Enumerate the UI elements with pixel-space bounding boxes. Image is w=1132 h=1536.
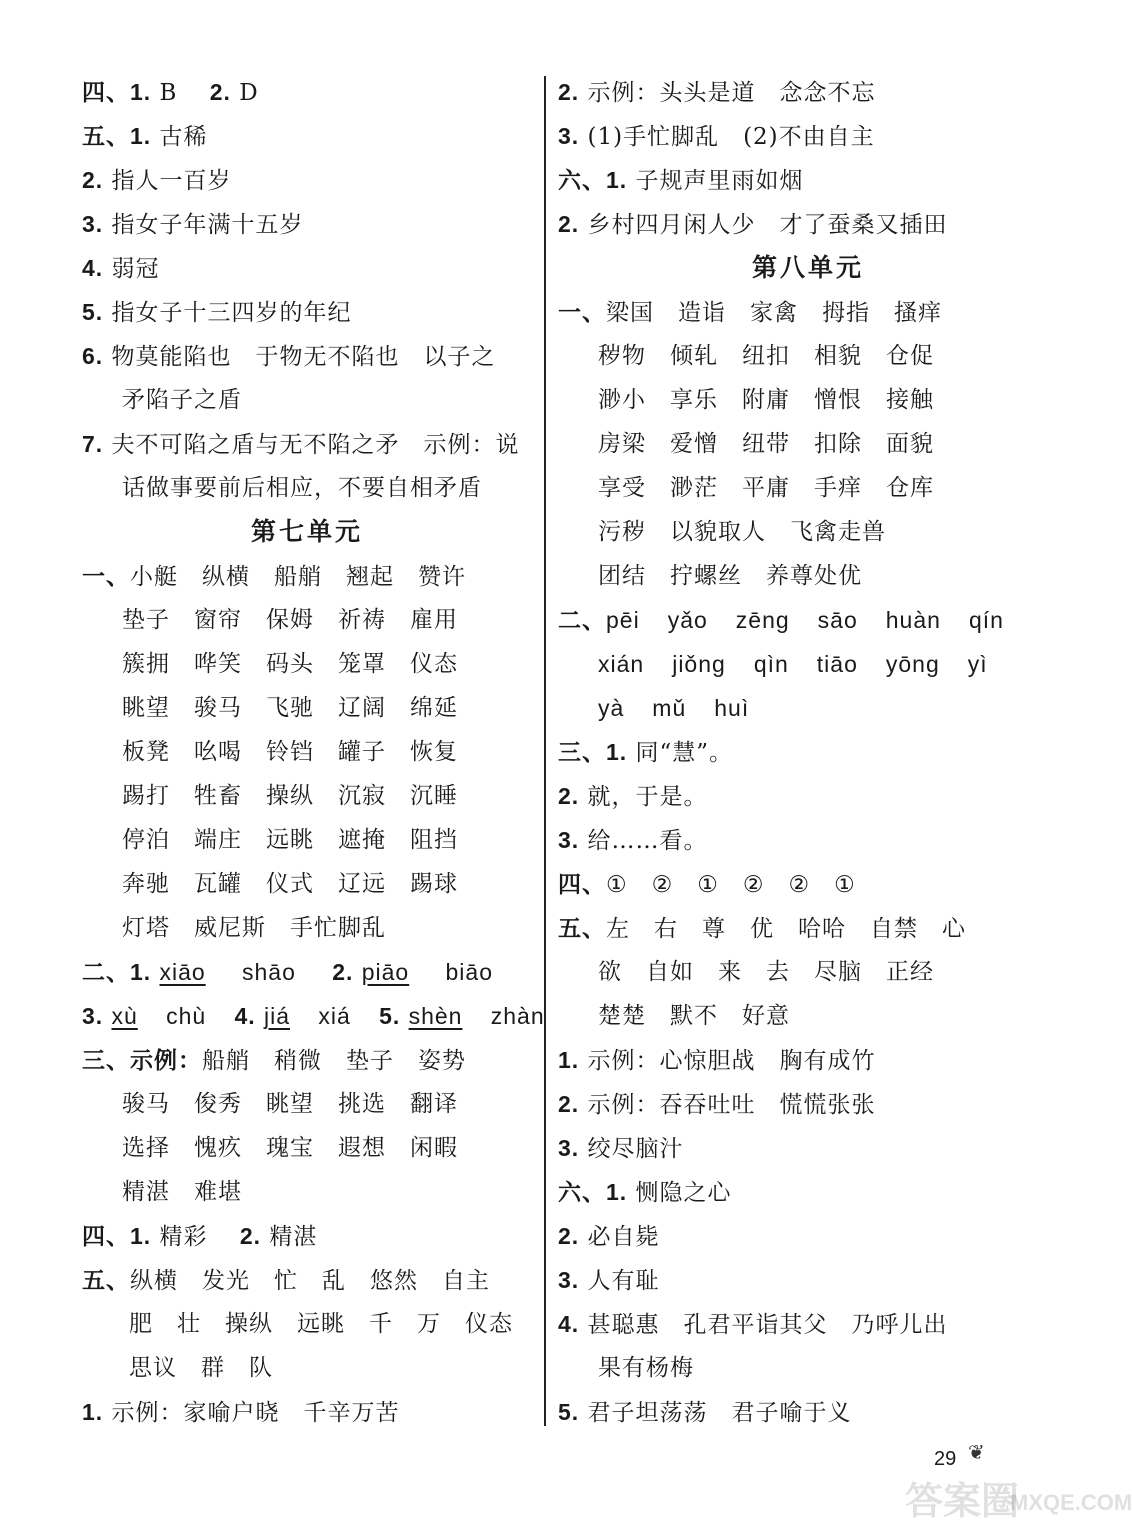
word: 左 [606,916,630,942]
word: 翻译 [410,1091,458,1117]
pinyin: zhàn [490,1003,545,1029]
answer-text: 矛陷子之盾 [122,387,242,413]
word-row [558,950,1058,994]
word: 骏马 [194,695,242,721]
word: 踢球 [410,871,458,897]
choice-answer: ② [651,872,674,898]
item-number: 5. [558,1399,580,1425]
pinyin-line [82,950,532,994]
word: 手忙脚乱 [290,915,386,941]
pinyin: huì [714,695,750,721]
word-row [82,862,532,906]
item-number: 2. [332,959,354,985]
word-row [558,422,1058,466]
item-number: 2. [558,211,580,237]
answer-line-cont [558,1346,1058,1390]
choice-answer: ② [788,872,811,898]
word: 沉寂 [338,783,386,809]
word: 自禁 [870,916,918,942]
word-row [82,906,532,950]
answer-line [558,1170,1058,1214]
choice-answer: ① [834,872,856,898]
word-row [82,1170,532,1214]
word: 以貌取人 [670,519,766,545]
pinyin: shèn [408,1003,463,1029]
word: 吆喝 [194,739,242,765]
pinyin: shāo [242,959,296,985]
answer-line-cont [82,466,532,510]
word: 阻挡 [410,827,458,853]
word: 姿势 [418,1048,466,1074]
unit-8-section-4 [558,862,1058,906]
answer-text: 绞尽脑汁 [587,1136,684,1162]
word-row [82,554,532,598]
word: 保姆 [266,607,314,633]
word: 扣除 [814,431,862,457]
left-column [82,70,545,1434]
word: 辽远 [338,871,386,897]
answer-text: 精湛 [269,1224,318,1250]
word: 牲畜 [194,783,242,809]
word: 楚楚 [598,1003,646,1029]
leaf-icon: ❦ [968,1440,985,1464]
word: 眺望 [266,1091,314,1117]
word: 操纵 [225,1311,273,1337]
answer-line [558,818,1058,862]
word: 辽阔 [338,695,386,721]
word: 奔驰 [122,871,170,897]
unit-7-section-3 [82,1038,532,1214]
item-number: 2. [239,1223,261,1249]
word: 祈祷 [338,607,386,633]
item-number: 4. [82,255,104,281]
item-number: 2. [558,1223,580,1249]
word: 肥 [129,1311,153,1337]
section-label: 四、 [558,871,606,897]
word: 板凳 [122,739,170,765]
choice-answer: ① [606,872,628,898]
answer-line [82,202,532,246]
answer-text: 物莫能陷也 于物无不陷也 以子之 [111,344,496,370]
word-row [82,774,532,818]
word: 群 [201,1355,225,1381]
pinyin: sāo [817,607,858,633]
word: 秽物 [598,343,646,369]
item-number: 四、1. [82,79,152,105]
item-number: 3. [82,211,104,237]
word: 操纵 [266,783,314,809]
word: 遮掩 [338,827,386,853]
answer-line [558,774,1058,818]
word: 仪态 [410,651,458,677]
item-number: 6. [82,343,104,369]
section-label: 一、 [82,563,130,589]
answer-line [558,1302,1058,1346]
section-label: 五、 [558,915,606,941]
answer-text: 君子坦荡荡 君子喻于义 [587,1400,852,1426]
word: 右 [654,916,678,942]
unit-8-section-5 [558,906,1058,1038]
pinyin: biāo [445,959,493,985]
word: 远眺 [266,827,314,853]
pinyin: yì [967,651,988,677]
word-row [558,906,1058,950]
answer-line [558,114,1058,158]
word: 手痒 [814,475,862,501]
item-number: 5. [82,299,104,325]
word: 面貌 [886,431,934,457]
word: 欲 [598,959,622,985]
word: 罐子 [338,739,386,765]
unit-7-heading: 第七单元 [250,517,363,546]
word: 发光 [202,1268,250,1294]
answer-text: 示例：头头是道 念念不忘 [587,80,876,106]
word: 仓库 [886,475,934,501]
word: 眺望 [122,695,170,721]
section-label: 二、 [558,607,606,633]
item-number: 2. [558,1091,580,1117]
item-number: 2. [558,79,580,105]
answer-line [82,114,532,158]
word: 污秽 [598,519,646,545]
pinyin: xián [598,651,645,677]
answer-line [82,158,532,202]
word: 俊秀 [194,1091,242,1117]
word: 哈哈 [798,916,846,942]
word: 壮 [177,1311,201,1337]
choice-answer: ② [742,872,765,898]
word: 挑选 [338,1091,386,1117]
word-row [82,818,532,862]
answer-text: 同“慧”。 [635,740,734,766]
answer-text: D [239,80,259,106]
word: 默不 [670,1003,718,1029]
word: 笼罩 [338,651,386,677]
answer-text: 指人一百岁 [111,168,232,194]
answer-line [558,1214,1058,1258]
answer-text: 子规声里雨如烟 [635,168,804,194]
item-number: 3. [558,827,580,853]
word-row [558,466,1058,510]
pinyin: zēng [735,607,790,633]
item-number: 3. [558,123,580,149]
item-number: 三、1. [558,739,628,765]
word: 远眺 [297,1311,345,1337]
word: 拇指 [822,300,870,326]
word: 接触 [886,387,934,413]
word: 万 [417,1311,441,1337]
word: 尊 [702,916,726,942]
answer-line [558,1082,1058,1126]
word: 哗笑 [194,651,242,677]
pinyin: qín [968,607,1004,633]
answer-text: 就，于是。 [587,784,708,810]
word-row [82,1258,532,1302]
answer-line [558,70,1058,114]
word: 停泊 [122,827,170,853]
answer-text: 夫不可陷之盾与无不陷之矛 示例：说 [111,432,520,458]
word: 来 [718,959,742,985]
item-number: 7. [82,431,104,457]
pinyin: huàn [885,607,941,633]
answer-line [82,1390,532,1434]
word: 纽带 [742,431,790,457]
answer-line [558,1390,1058,1434]
item-number: 3. [558,1267,580,1293]
word: 团结 [598,563,646,589]
word: 翘起 [346,564,394,590]
section-label: 三、示例： [82,1047,202,1073]
word: 愧疚 [194,1135,242,1161]
pinyin: chù [166,1003,207,1029]
answer-line [558,1126,1058,1170]
word: 仓促 [886,343,934,369]
answer-line [558,730,1058,774]
word-row [82,686,532,730]
word: 灯塔 [122,915,170,941]
word-row [82,1082,532,1126]
word: 雇用 [410,607,458,633]
word-row [558,686,1058,730]
word: 尽脑 [814,959,862,985]
word: 自主 [442,1268,490,1294]
word-row [82,1302,532,1346]
word: 仪态 [465,1311,513,1337]
item-number: 4. [234,1003,256,1029]
pinyin: pēi [606,607,640,633]
answer-text: 话做事要前后相应，不要自相矛盾 [122,475,482,501]
word: 飞禽走兽 [790,519,886,545]
word: 瓦罐 [194,871,242,897]
word-row [82,730,532,774]
pinyin: yà [598,695,625,721]
page-number: 29 [934,1448,957,1470]
answer-text: 古稀 [159,124,208,150]
watermark-logo: MXQE.COM [1010,1490,1132,1515]
answer-text: 给……看。 [587,828,708,854]
word: 铃铛 [266,739,314,765]
word: 渺茫 [670,475,718,501]
word: 稍微 [274,1048,322,1074]
word: 踢打 [122,783,170,809]
pinyin: xù [111,1003,138,1029]
column-divider [544,76,546,1426]
word: 千 [369,1311,393,1337]
pinyin: jiǒng [672,651,726,677]
word: 享乐 [670,387,718,413]
word-row [82,1038,532,1082]
word: 思议 [129,1355,177,1381]
word-row [558,334,1058,378]
pinyin-line [82,994,545,1038]
word: 造诣 [678,300,726,326]
item-number: 四、1. [82,1223,152,1249]
answer-line [82,1214,532,1258]
answer-text: 指女子十三四岁的年纪 [111,300,352,326]
item-number: 3. [82,1003,104,1029]
word: 骏马 [122,1091,170,1117]
pinyin: mǔ [652,695,687,721]
answer-text: (1)手忙脚乱 (2)不由自主 [587,124,875,150]
item-number: 二、1. [82,959,152,985]
word: 队 [249,1355,273,1381]
answer-line [82,290,532,334]
word-row [82,1346,532,1390]
word-row [82,642,532,686]
word: 窗帘 [194,607,242,633]
word: 瑰宝 [266,1135,314,1161]
word-row [558,642,1058,686]
word: 倾轧 [670,343,718,369]
word: 憎恨 [814,387,862,413]
item-number: 五、1. [82,123,152,149]
word: 威尼斯 [194,915,266,941]
answer-line [558,158,1058,202]
unit-8-heading: 第八单元 [751,253,864,282]
word: 优 [750,916,774,942]
answer-text: 恻隐之心 [635,1180,732,1206]
answer-text: B [159,80,178,106]
word: 拧螺丝 [670,563,742,589]
answer-text: 示例：家喻户晓 千辛万苦 [111,1400,400,1426]
word: 自如 [646,959,694,985]
item-number: 1. [82,1399,104,1425]
word: 平庸 [742,475,790,501]
item-number: 六、1. [558,1179,628,1205]
pinyin: xiá [318,1003,351,1029]
word: 渺小 [598,387,646,413]
word-row [82,598,532,642]
pinyin: yōng [885,651,940,677]
word: 端庄 [194,827,242,853]
word: 纵横 [202,564,250,590]
answer-text: 指女子年满十五岁 [111,212,304,238]
section-label: 一、 [558,299,606,325]
pinyin: xiāo [159,959,206,985]
answer-text: 乡村四月闲人少 才了蚕桑又插田 [587,212,948,238]
word-row [558,554,1058,598]
unit-8-section-1 [558,290,1058,598]
item-number: 1. [558,1047,580,1073]
word: 沉睡 [410,783,458,809]
answer-text: 精彩 [159,1224,208,1250]
word: 纽扣 [742,343,790,369]
word: 船艄 [202,1048,250,1074]
word: 垫子 [122,607,170,633]
word: 精湛 [122,1179,170,1205]
item-number: 4. [558,1311,580,1337]
word-row [558,510,1058,554]
section-label: 五、 [82,1267,130,1293]
word: 闲暇 [410,1135,458,1161]
answer-text: 必自毙 [587,1224,660,1250]
word: 悠然 [370,1268,418,1294]
word: 搔痒 [894,300,942,326]
word: 纵横 [130,1268,178,1294]
word: 码头 [266,651,314,677]
word: 选择 [122,1135,170,1161]
answer-text: 果有杨梅 [598,1355,694,1381]
word: 乱 [322,1268,346,1294]
word: 养尊处优 [766,563,862,589]
answer-line [82,70,532,114]
word: 家禽 [750,300,798,326]
word: 爱憎 [670,431,718,457]
word: 忙 [274,1268,298,1294]
word: 心 [942,916,966,942]
word: 飞驰 [266,695,314,721]
answer-line [558,202,1058,246]
item-number: 2. [558,783,580,809]
unit-7-section-1 [82,554,532,950]
item-number: 2. [82,167,104,193]
item-number: 六、1. [558,167,628,193]
word: 船艄 [274,564,322,590]
watermark-logo: 答案圈 [905,1481,1020,1523]
word: 相貌 [814,343,862,369]
word: 正经 [886,959,934,985]
answer-text: 示例：吞吞吐吐 慌慌张张 [587,1092,876,1118]
word-row [558,598,1058,642]
word: 去 [766,959,790,985]
answer-text: 示例：心惊胆战 胸有成竹 [587,1048,876,1074]
word: 簇拥 [122,651,170,677]
answer-text: 甚聪惠 孔君平诣其父 乃呼儿出 [587,1312,948,1338]
word-row [558,994,1058,1038]
item-number: 5. [379,1003,401,1029]
word: 房梁 [598,431,646,457]
answer-line [558,1258,1058,1302]
answer-text: 人有耻 [587,1268,660,1294]
word: 恢复 [410,739,458,765]
pinyin: yǎo [667,607,708,633]
word: 仪式 [266,871,314,897]
pinyin: jiá [264,1003,291,1029]
word: 小艇 [130,564,178,590]
word: 难堪 [194,1179,242,1205]
answer-line [82,246,532,290]
word-row [558,290,1058,334]
word-row [558,378,1058,422]
right-column [558,70,1058,1434]
answer-line-cont [82,378,532,422]
pinyin: qìn [753,651,789,677]
word: 享受 [598,475,646,501]
answer-line [82,422,532,466]
choice-answer: ① [697,872,719,898]
answer-text: 弱冠 [111,256,160,282]
word: 遐想 [338,1135,386,1161]
unit-8-section-2 [558,598,1058,730]
word: 垫子 [346,1048,394,1074]
unit-7-section-5 [82,1258,532,1390]
pinyin: tiāo [816,651,858,677]
word: 梁国 [606,300,654,326]
word: 附庸 [742,387,790,413]
word: 赞许 [418,564,466,590]
word: 绵延 [410,695,458,721]
answer-line [82,334,532,378]
pinyin: piāo [361,959,410,985]
answer-line [558,1038,1058,1082]
word-row [82,1126,532,1170]
item-number: 2. [209,79,231,105]
word: 好意 [742,1003,790,1029]
item-number: 3. [558,1135,580,1161]
